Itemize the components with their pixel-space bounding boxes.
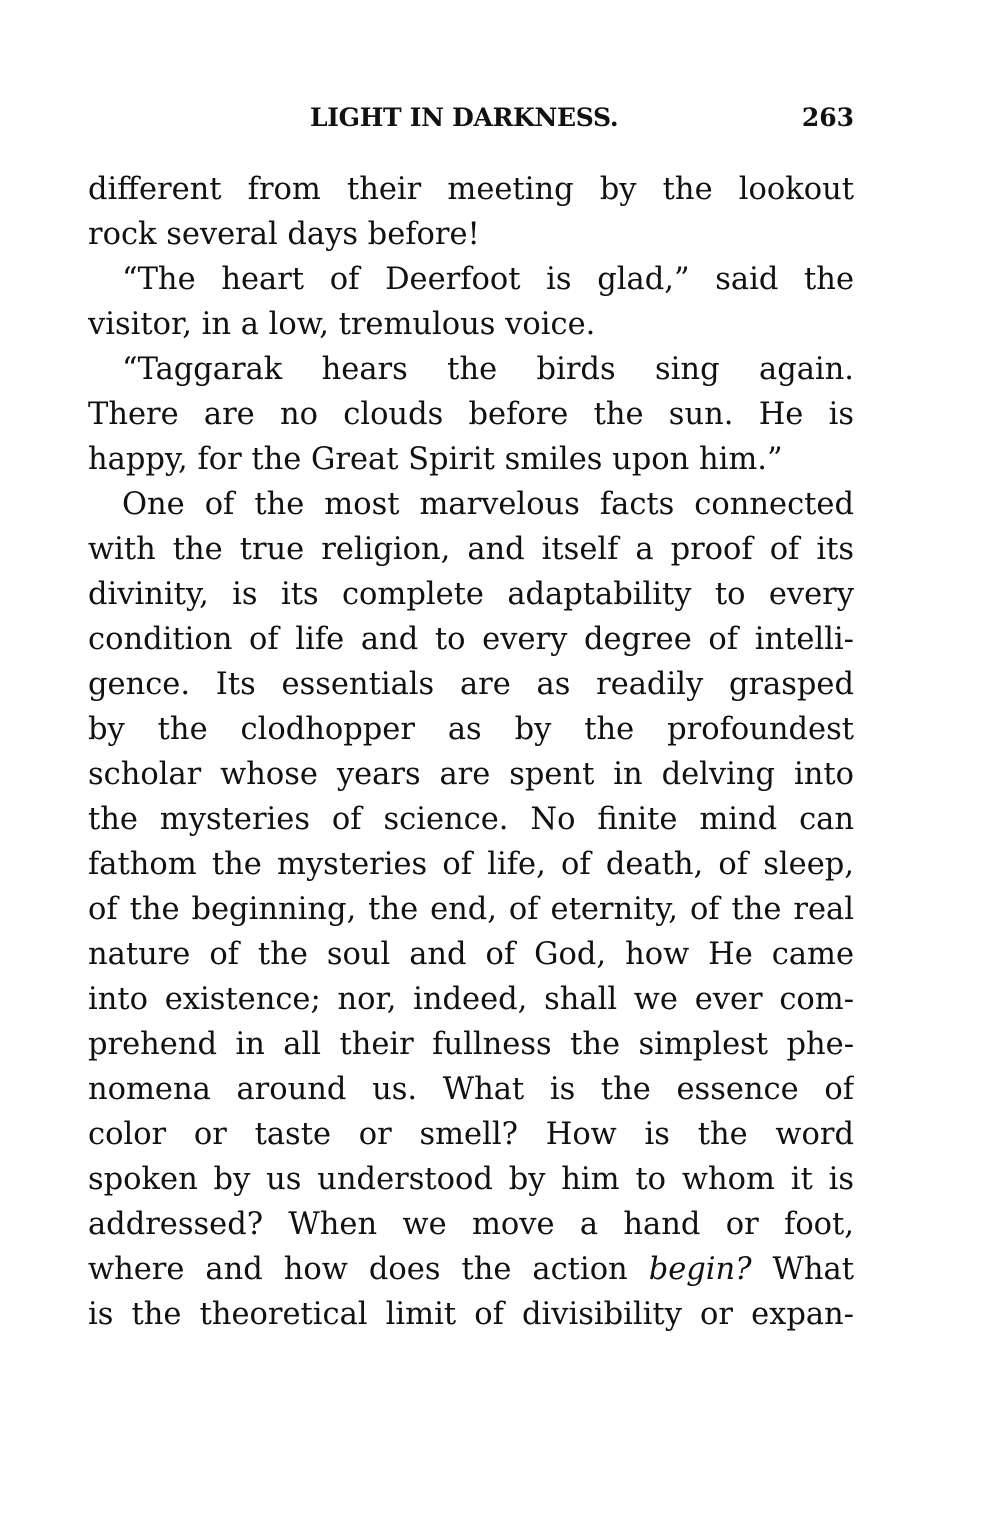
text-line: the mysteries of science. No finite mind can <box>88 802 854 837</box>
page-header <box>88 103 854 143</box>
text-line: visitor, in a low, tremulous voice. <box>88 307 596 342</box>
body-text <box>88 167 854 1337</box>
text-line: with the true religion, and itself a proof of its <box>88 532 854 567</box>
text-segment: where and how does the action <box>88 1252 649 1287</box>
text-line: of the beginning, the end, of eternity, of the real <box>88 892 854 927</box>
text-line: nature of the soul and of God, how He came <box>88 937 854 972</box>
text-line: addressed? When we move a hand or foot, <box>88 1207 854 1242</box>
text-line: One of the most marvelous facts connected <box>122 487 854 522</box>
page-number: 263 <box>801 103 854 132</box>
text-line: into existence; nor, indeed, shall we ever com- <box>88 982 854 1017</box>
text-line: “Taggarak hears the birds sing again. <box>122 352 854 387</box>
text-line: prehend in all their fullness the simplest phe- <box>88 1027 854 1062</box>
text-line: spoken by us understood by him to whom it is <box>88 1162 854 1197</box>
text-line: happy, for the Great Spirit smiles upon him.” <box>88 442 783 477</box>
text-line: scholar whose years are spent in delving into <box>88 757 854 792</box>
text-line: There are no clouds before the sun. He is <box>88 397 854 432</box>
text-line: gence. Its essentials are as readily grasped <box>88 667 854 702</box>
text-line: rock several days before! <box>88 217 480 252</box>
text-line: divinity, is its complete adaptability to every <box>88 577 854 612</box>
text-line: fathom the mysteries of life, of death, of sleep, <box>88 847 854 882</box>
text-segment: What <box>751 1252 854 1287</box>
text-line: different from their meeting by the lookout <box>88 172 854 207</box>
text-line: “The heart of Deerfoot is glad,” said the <box>122 262 854 297</box>
running-title: LIGHT IN DARKNESS. <box>310 103 619 132</box>
text-line: by the clodhopper as by the profoundest <box>88 712 854 747</box>
text-line: nomena around us. What is the essence of <box>88 1072 854 1107</box>
italic-word: begin? <box>648 1252 752 1287</box>
text-line: condition of life and to every degree of intelli- <box>88 622 854 657</box>
text-line: is the theoretical limit of divisibility or expan- <box>88 1297 854 1332</box>
text-line <box>88 1247 854 1292</box>
text-line: color or taste or smell? How is the word <box>88 1117 854 1152</box>
